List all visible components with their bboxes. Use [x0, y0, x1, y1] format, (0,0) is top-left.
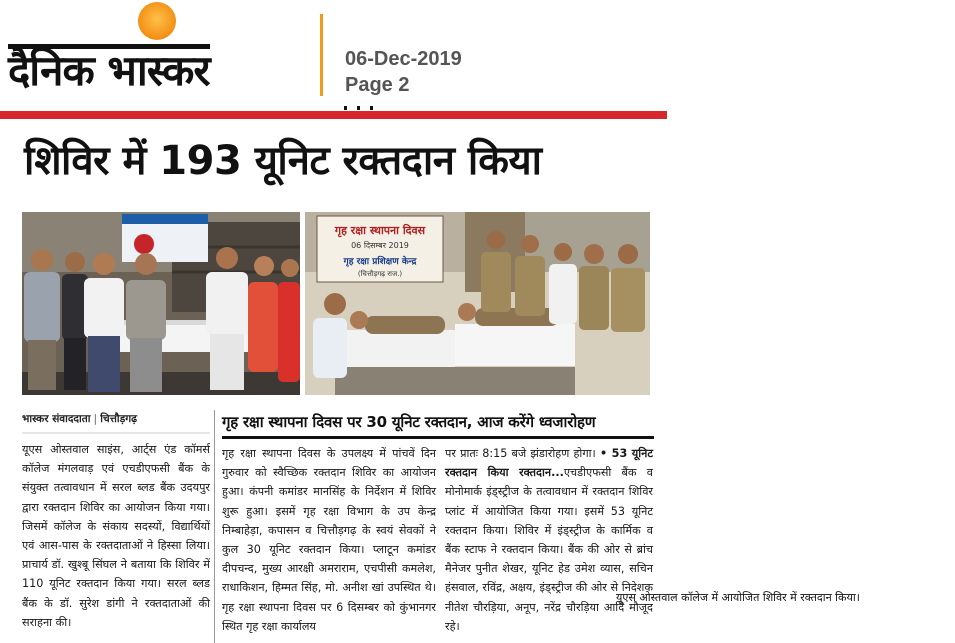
story-col2-intro: पर प्रातः 8:15 बजे झंडारोहण होगा। — [445, 447, 596, 460]
photo-caption: यूएस ओस्तवाल कॉलेज में आयोजित शिविर में रक्तदान किया। — [610, 588, 955, 607]
byline-rule — [22, 432, 210, 434]
sun-logo-icon — [132, 0, 182, 46]
newspaper-logo[interactable] — [8, 44, 210, 95]
banner-city: (चित्तौड़गढ़ राज.) — [357, 270, 403, 278]
photo-college-blood-camp — [22, 212, 300, 395]
main-headline: शिविर में 193 यूनिट रक्तदान किया — [24, 138, 542, 184]
masthead-divider — [320, 14, 323, 96]
banner-date: 06 दिसम्बर 2019 — [351, 241, 409, 250]
masthead-dots — [344, 106, 374, 110]
byline — [22, 412, 210, 426]
edition-page-number: Page 2 — [345, 74, 410, 96]
left-article-body: यूएस ओस्तवाल साइंस, आर्ट्स एंड कॉमर्स कॉलेज मंगलवाड़ एवं एचडीएफसी बैंक के संयुक्त तत्वावधान में सरल ब्लड बैंक उदयपुर द्वारा रक्तदान शिविर का आयोजन किया गया। जिसमें कॉलेज के संकाय सदस्यों, विद्यार्थियों एवं आस-पास के रक्तदाताओं ने हिस्सा लिया। प्राचार्य डॉ. खुश्बू सिंघल ने बताया कि शिविर में 110 यूनिट रक्तदान किया गया। सरल ब्लड बैंक के डॉ. सुरेश डांगी ने रक्तदाताओं की सराहना की। — [22, 443, 210, 629]
subheading-rule — [222, 436, 654, 439]
story-subheading: गृह रक्षा स्थापना दिवस पर 30 यूनिट रक्तदान, आज करेंगे ध्वजारोहण — [222, 413, 596, 431]
donation-photo-illustration — [305, 212, 650, 395]
logo-wordmark: दैनिक भास्कर — [8, 46, 210, 95]
banner-subtitle: गृह रक्षा प्रशिक्षण केन्द्र — [343, 257, 417, 267]
masthead-red-bar — [0, 111, 667, 119]
story-col2-lead: • 53 यूनिट रक्तदान किया रक्तदान... — [445, 447, 653, 480]
edition-date: 06-Dec-2019 — [345, 48, 462, 70]
banner-title: गृह रक्षा स्थापना दिवस — [334, 224, 426, 237]
column-divider — [214, 410, 215, 643]
story-col2-body: एचडीएफसी बैंक व मोनोमार्क इंड्स्ट्रीज के तत्वावधान में रक्तदान शिविर प्लांट में आयोजित किया गया। इसमें 53 यूनिट रक्तदान किया। शिविर में इंड्स्ट्रीज के कार्मिक व बैंक स्टाफ ने रक्तदान किया। बैंक की ओर से ब्रांच मैनेजर पुनीत शेखर, यूनिट हेड उमेश व्यास, सचिन हंसवाल, रविंद्र, अक्षय, इंड्स्ट्रीज की ओर से निदेशक नीतेश चौरड़िया, अनूप, नरेंद्र चौरड़िया आदि मौजूद रहे। — [445, 466, 653, 633]
story-column-2 — [445, 444, 653, 636]
masthead — [0, 0, 667, 112]
byline-source: भास्कर संवाददाता — [22, 413, 91, 425]
left-article — [22, 400, 210, 643]
group-photo-illustration — [22, 212, 300, 395]
event-banner — [317, 216, 443, 282]
byline-place: चित्तौड़गढ़ — [100, 413, 138, 425]
story-column-1: गृह रक्षा स्थापना दिवस के उपलक्ष्य में पांचवें दिन गुरुवार को स्वैच्छिक रक्तदान शिविर का आयोजन हुआ। कंपनी कमांडर मानसिंह के निर्देशन में शिविर शुरू हुआ। इसमें गृह रक्षा विभाग के उप केन्द्र निम्बाहेड़ा, कपासन व चित्तौड़गढ़ के स्वयं सेवकों ने कुल 30 यूनिट रक्तदान किया। प्लाटून कमांडर दीपचन्द, मुख्य आरक्षी अमराराम, एचपीसी कमलेश, राधाकिशन, हिम्मत सिंह, मो. अनीश खां उपस्थित थे। गृह रक्षा स्थापना दिवस पर 6 दिसम्बर को कुंभानगर स्थित गृह रक्षा कार्यालय — [222, 447, 436, 633]
byline-separator: | — [93, 413, 98, 425]
